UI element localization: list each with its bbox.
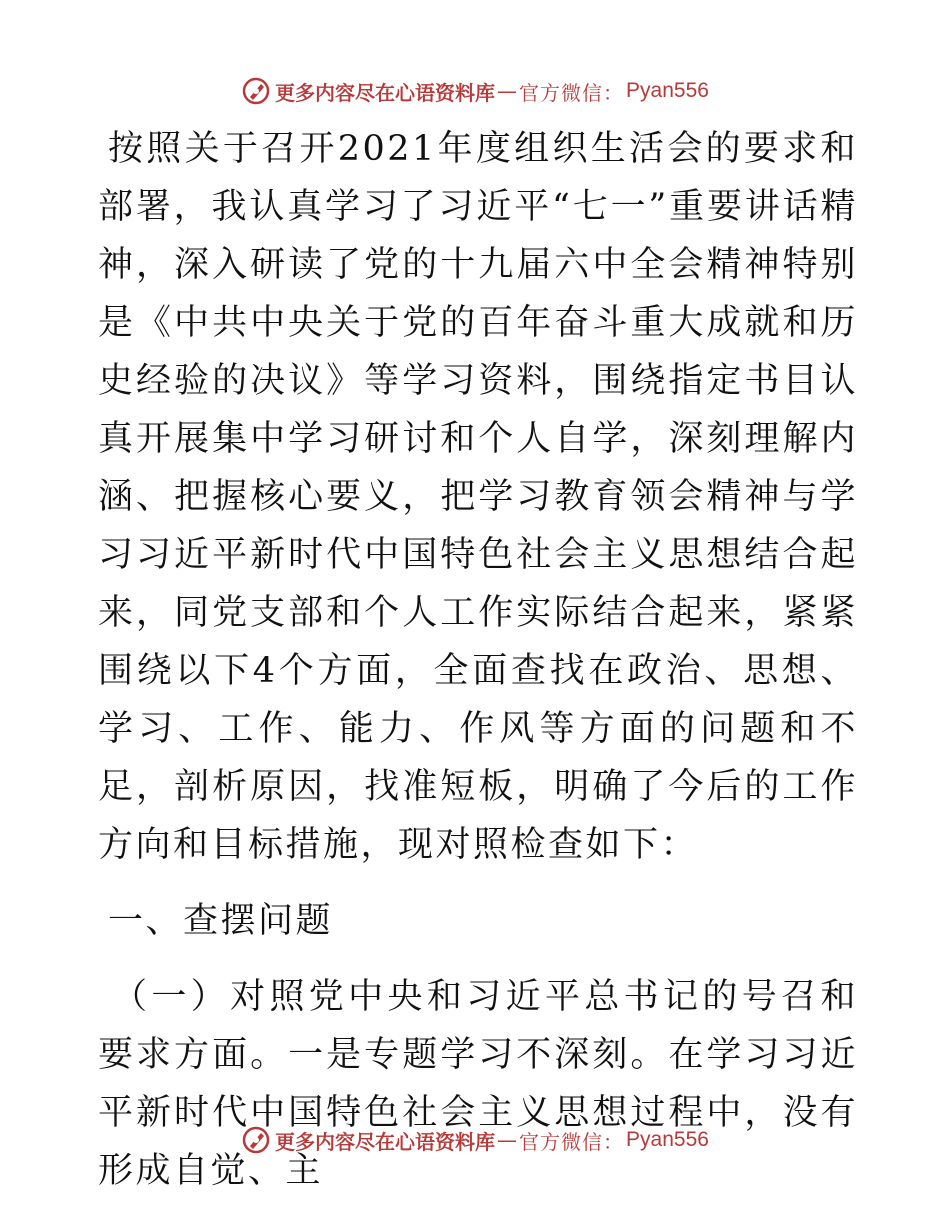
watermark-title: 更多内容尽在心语资料库 (275, 1129, 496, 1154)
paragraph-intro: 按照关于召开2021年度组织生活会的要求和部署，我认真学习了习近平“七一”重要讲话精神，深入研读了党的十九届六中全会精神特别是《中共中央关于党的百年奋斗重大成就和历史经验的决议》等学习资料，围绕指定书目认真开展集中学习研讨和个人自学，深刻理解内涵、把握核心要义，把学习教育领会精神与学习习近平新时代中国特色社会主义思想结合起来，同党支部和个人工作实际结合起来，紧紧围绕以下4个方面，全面查找在政治、思想、学习、工作、能力、作风等方面的问题和不足，剖析原因，找准短板，明确了今后的工作方向和目标措施，现对照检查如下： (98, 129, 858, 865)
header-watermark (0, 71, 950, 111)
watermark-title: 更多内容尽在心语资料库 (275, 80, 496, 105)
watermark-label: 官方微信： (519, 80, 625, 105)
paragraph-section-1: （一）对照党中央和习近平总书记的号召和要求方面。一是专题学习不深刻。在学习习近平新时代中国特色社会主义思想过程中，没有形成自觉、主 (98, 977, 858, 1191)
document-body (98, 120, 858, 1200)
watermark-dash: — (497, 1128, 518, 1152)
watermark-wechat-id: Pyan556 (626, 1128, 709, 1151)
watermark-label: 官方微信： (519, 1129, 625, 1154)
logo-icon (241, 76, 271, 106)
footer-watermark (0, 1120, 950, 1160)
watermark-dash: — (497, 79, 518, 103)
section-heading: 一、查摆问题 (108, 901, 334, 941)
logo-icon (241, 1125, 271, 1155)
watermark-wechat-id: Pyan556 (626, 79, 709, 102)
